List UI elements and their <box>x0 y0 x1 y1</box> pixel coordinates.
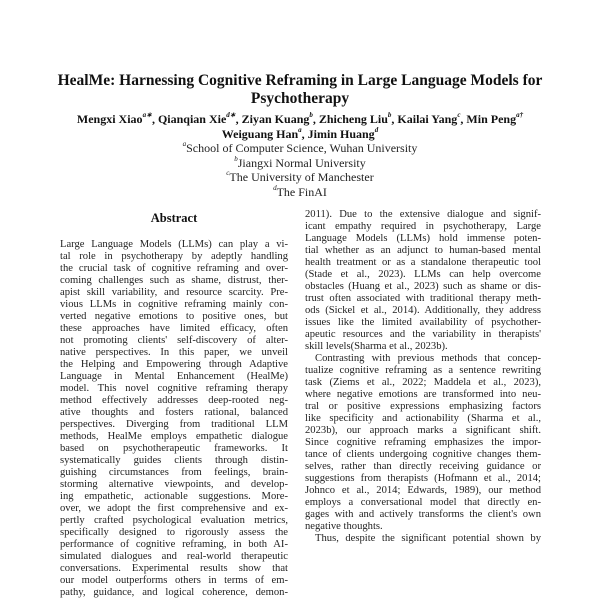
text-line: based on psychotherapeutic frameworks. It <box>60 443 288 454</box>
text-line: Large Language Models (LLMs) can play a vi- <box>60 239 288 250</box>
text-line: like specificity and actionability (Sharma et al., <box>305 413 541 424</box>
introduction-body <box>305 209 541 545</box>
text-line: apeutic resources and the variability in therapists' <box>305 329 541 340</box>
author-superscript: a∗ <box>142 111 152 119</box>
text-line: tral or positive expressions emphasizing factors <box>305 401 541 412</box>
text-line: icant empathy required in psychotherapy, Large <box>305 221 541 232</box>
text-line: method effectively addresses deep-rooted neg- <box>60 395 288 406</box>
text-line: these approaches have limited efficacy, often <box>60 323 288 334</box>
text-line: our model outperforms others in terms of em- <box>60 575 288 586</box>
author-line: Mengxi Xiao$^{a∗}$, Qianqian Xie$^{d∗}$, Ziyan Kuang$^b$, Zhicheng Liu$^b$, Kailai Yang$^c$, Min Peng$^{a\dagger}$ <box>76 111 524 126</box>
author-line: Weiguang Han$^a$, Jimin Huang$^d$ <box>221 126 379 141</box>
author-name: Qianqian Xie <box>157 112 227 126</box>
author-superscript: a† <box>516 111 524 119</box>
text-line: selves, rather than directly receiving guidance or <box>305 461 541 472</box>
text-line: issues like the limited availability of psychother- <box>305 317 541 328</box>
text-line: task (Ziems et al., 2022; Maddela et al., 2023), <box>305 377 541 388</box>
text-line: gages with and actively transforms the client's own <box>305 509 541 520</box>
text-line: conversations. Experimental results show that <box>60 563 288 574</box>
affiliation-superscript: d <box>273 183 277 192</box>
text-line: not promoting clients' self-discovery of alter- <box>60 335 288 346</box>
author-name: Min Peng <box>466 112 517 126</box>
text-line: simulated dialogues and real-world therapeutic <box>60 551 288 562</box>
author-name: Zhicheng Liu <box>318 112 388 126</box>
text-line: obstacles (Huang et al., 2023) such as shame or dis- <box>305 281 541 292</box>
affiliation-name: School of Computer Science, Wuhan University <box>186 141 418 155</box>
text-line: trust often associated with traditional therapy meth- <box>305 293 541 304</box>
text-line: Thus, despite the significant potential shown by <box>315 533 541 544</box>
affiliation <box>40 185 560 200</box>
text-line: systematically guides clients through distin- <box>60 455 288 466</box>
affiliation-superscript: c <box>226 169 230 177</box>
text-line: performance of cognitive reframing, in both AI- <box>60 539 288 550</box>
text-line: the crucial task of cognitive reframing and over- <box>60 263 288 274</box>
text-line: tal role in psychotherapy by adeptly handling <box>60 251 288 262</box>
text-line: suggestions from therapists (Hofmann et al., 2014; <box>305 473 541 484</box>
author-name: Ziyan Kuang <box>241 112 310 126</box>
text-line: ative thoughts and fosters rational, balanced <box>60 407 288 418</box>
text-line: vious LLMs in cognitive reframing mainly con- <box>60 299 288 310</box>
affiliation-name: Jiangxi Normal University <box>237 155 366 170</box>
text-line: negative thoughts. <box>305 521 383 532</box>
text-line: coming challenges such as shame, distrust, ther- <box>60 275 288 286</box>
text-line: the Helping and Empowering through Adaptive <box>60 359 288 370</box>
title-line: HealMe: Harnessing Cognitive Reframing in Large Language Models for <box>57 72 543 89</box>
author-superscript: a <box>298 126 302 134</box>
author-name: Kailai Yang <box>397 112 458 126</box>
text-line: native perspectives. In this paper, we unveil <box>60 347 288 358</box>
affiliation <box>40 170 560 185</box>
author-name: Weiguang Han <box>221 127 299 141</box>
text-line: storming alternative viewpoints, and develop- <box>60 479 288 490</box>
abstract-body <box>60 239 288 599</box>
author-superscript: b <box>309 111 313 119</box>
text-line: (Stade et al., 2023). LLMs can help overcome <box>305 269 541 280</box>
author-superscript: d <box>374 126 379 134</box>
text-line: model. This novel cognitive reframing therapy <box>60 383 288 394</box>
text-line: Language Models (LLMs) hold immense poten- <box>305 233 541 244</box>
text-line: ing empathetic, actionable suggestions. More- <box>60 491 288 502</box>
author-superscript: d∗ <box>226 111 236 119</box>
author-name: Jimin Huang <box>307 127 375 141</box>
text-line: verted negative emotions to positive ones, but <box>60 311 288 322</box>
author-superscript: c <box>457 111 461 119</box>
text-line: health treatment or as a standalone therapeutic tool <box>305 257 541 268</box>
author-list <box>40 112 560 142</box>
title-line: Psychotherapy <box>250 90 350 107</box>
text-line: over, we adopt the first comprehensive and ex- <box>60 503 288 514</box>
abstract-heading: Abstract <box>150 211 198 225</box>
affiliation <box>40 141 560 156</box>
affiliation-superscript: b <box>234 154 238 163</box>
text-line: guishing circumstances from feelings, brain- <box>60 467 288 478</box>
text-line: ods (Sickel et al., 2014). Additionally, they address <box>305 305 541 316</box>
text-line: tualize cognitive reframing as a sentence rewriting <box>305 365 541 376</box>
text-line: pathy, guidance, and logical coherence, demon- <box>60 587 288 598</box>
text-line: Contrasting with previous methods that concep- <box>315 353 541 364</box>
paper-title <box>40 72 560 108</box>
text-line: Johnco et al., 2014; Edwards, 1989), our method <box>305 485 541 496</box>
affiliation <box>40 156 560 171</box>
text-line: methods, HealMe employs empathetic dialogue <box>60 431 288 442</box>
affiliation-list <box>40 141 560 199</box>
text-line: apist skill variability, and resource scarcity. Pre- <box>60 287 288 298</box>
affiliation-name: The FinAI <box>276 184 327 199</box>
text-line: 2023b), our approach marks a significant shift. <box>305 425 541 436</box>
affiliation-superscript: a <box>182 140 187 148</box>
affiliation-name: The University of Manchester <box>229 170 374 184</box>
author-superscript: b <box>387 111 392 119</box>
text-line: where negative emotions are transformed into neu- <box>305 389 541 400</box>
text-line: tance of clients undergoing cognitive changes them- <box>305 449 541 460</box>
text-line: 2011). Due to the extensive dialogue and signif- <box>305 209 541 220</box>
text-line: employs a conversational model that directly en- <box>305 497 541 508</box>
text-line: Since cognitive reframing emphasizes the impor- <box>305 437 541 448</box>
text-line: skill levels(Sharma et al., 2023b). <box>305 341 448 352</box>
text-line: Language in Mental Enhancement (HealMe) <box>60 371 288 382</box>
author-name: Mengxi Xiao <box>76 112 143 126</box>
text-line: pertly crafted psychological evaluation metrics, <box>60 515 288 526</box>
text-line: perspectives. Diverging from traditional LLM <box>60 419 288 430</box>
text-line: specifically designed to rigorously assess the <box>60 527 288 538</box>
text-line: tial whether as an adjunct to human-based mental <box>305 245 541 256</box>
